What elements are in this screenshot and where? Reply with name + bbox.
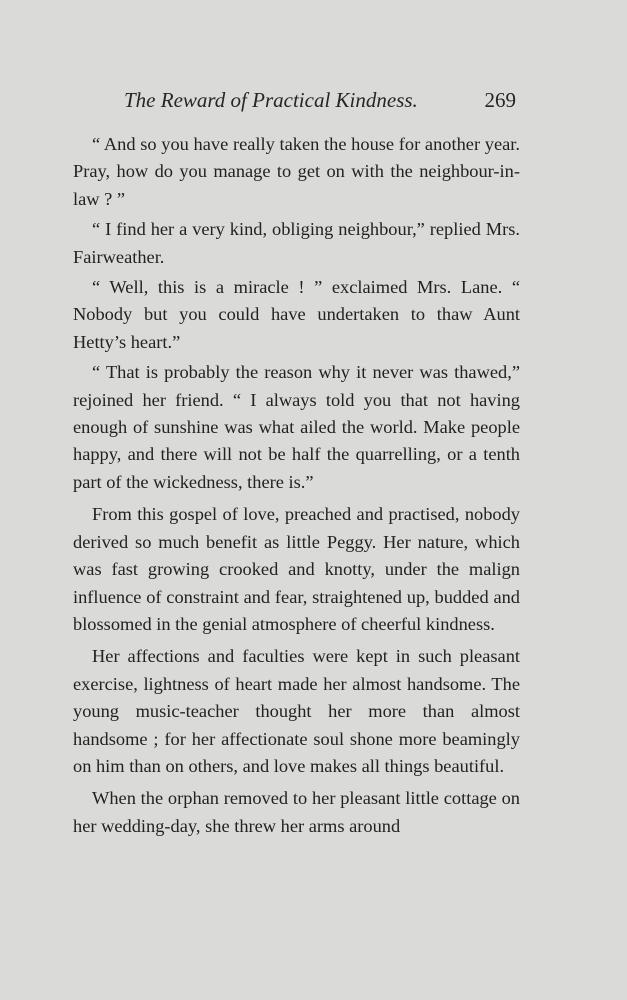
paragraph: When the orphan removed to her pleasant little cottage on her wedding-day, she threw her arms around (73, 788, 520, 836)
page-header (124, 88, 520, 118)
paragraph: “ And so you have really taken the house for another year. Pray, how do you manage to get on with the neighbour-in-law ? ” (73, 134, 520, 209)
body-text (73, 131, 520, 843)
paragraph: Her affections and faculties were kept in such pleasant exercise, lightness of heart made her almost handsome. The young music-teacher thought her more than almost handsome ; for her affectionate soul shone more beamingly on him than on others, and love makes all things beautiful. (73, 646, 520, 776)
paragraph: “ I find her a very kind, obliging neighbour,” replied Mrs. Fairweather. (73, 219, 520, 267)
paragraph: “ Well, this is a miracle ! ” exclaimed Mrs. Lane. “ Nobody but you could have undertaken to thaw Aunt Hetty’s heart.” (73, 277, 520, 352)
running-title: The Reward of Practical Kindness. (124, 88, 418, 112)
paragraph: “ That is probably the reason why it never was thawed,” rejoined her friend. “ I always told you that not having enough of sunshine was what ailed the world. Make people happy, and there will not be half the quarrelling, or a tenth part of the wickedness, there is.” (73, 362, 520, 492)
page-number: 269 (484, 88, 516, 112)
paragraph: From this gospel of love, preached and practised, nobody derived so much benefit as little Peggy. Her nature, which was fast growing crooked and knotty, under the malign influence of constraint and fear, straightened up, budded and blossomed in the genial atmosphere of cheerful kindness. (73, 504, 520, 634)
